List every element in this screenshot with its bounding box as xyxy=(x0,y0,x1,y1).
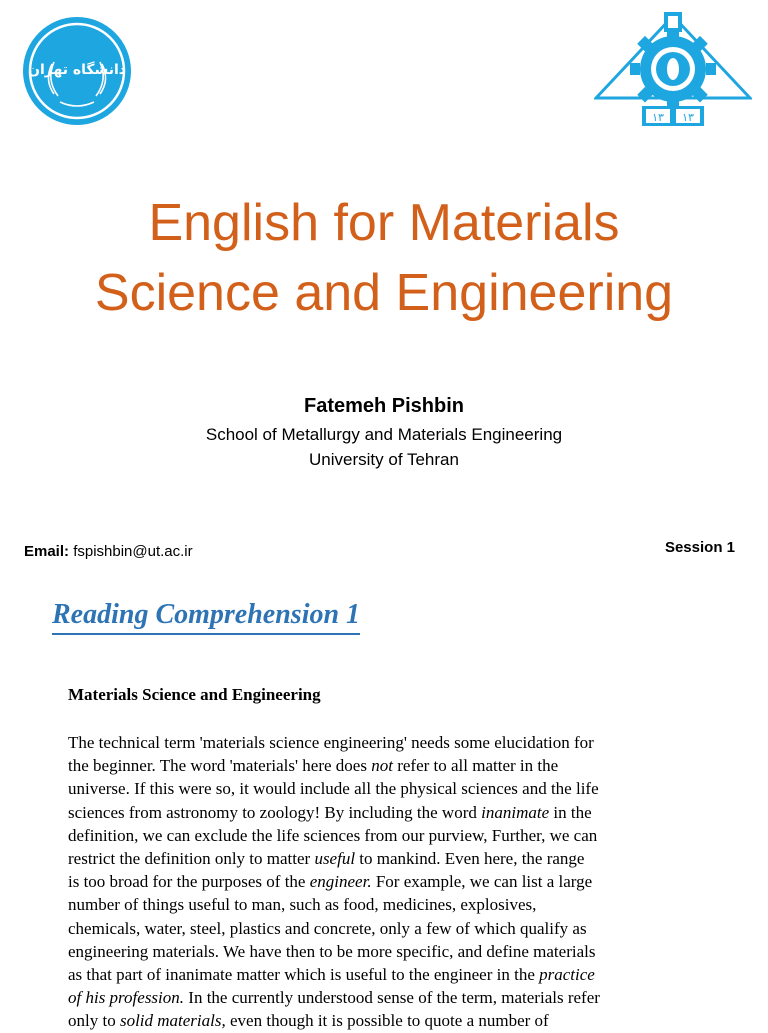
article-line xyxy=(68,963,678,986)
article-line xyxy=(68,824,678,847)
university-of-tehran-seal-logo xyxy=(22,16,132,126)
article-text: For example, we can list a large xyxy=(371,872,593,892)
title-line-1: English for Materials xyxy=(148,194,620,252)
email-line xyxy=(24,541,193,563)
article-body xyxy=(68,731,678,1033)
article-emphasis: solid materials, xyxy=(119,1011,226,1031)
article-line xyxy=(68,777,678,800)
article-emphasis: not xyxy=(371,756,393,776)
email-label: Email: xyxy=(24,543,70,560)
article-text: is too broad for the purposes of the xyxy=(68,872,310,892)
article-text: even though it is possible to quote a number of xyxy=(225,1011,549,1031)
emblem-year-right: ۱۳ xyxy=(682,111,694,124)
article-text: engineering materials. We have then to be more specific, and define materials xyxy=(68,941,596,961)
author-name: Fatemeh Pishbin xyxy=(303,395,465,417)
article-emphasis: engineer. xyxy=(309,872,372,892)
document-title xyxy=(0,188,768,328)
article-line xyxy=(68,801,678,824)
school-gear-emblem-logo xyxy=(594,10,752,128)
article-line xyxy=(68,1009,678,1032)
title-line-2: Science and Engineering xyxy=(94,264,674,322)
article-text: number of things useful to man, such as food, medicines, explosives, xyxy=(68,895,537,915)
article-line xyxy=(68,754,678,777)
article-emphasis: useful xyxy=(314,849,356,869)
article-line xyxy=(68,847,678,870)
article-line xyxy=(68,917,678,940)
article-emphasis: inanimate xyxy=(481,802,550,822)
article-emphasis: of his profession. xyxy=(68,988,185,1008)
article-text: refer to all matter in the xyxy=(392,756,559,776)
article-text: chemicals, water, steel, plastics and concrete, only a few of which qualify as xyxy=(68,918,587,938)
email-address[interactable]: fspishbin@ut.ac.ir xyxy=(73,543,193,560)
article-line xyxy=(68,731,678,754)
article-text: in the xyxy=(549,802,592,822)
section-heading[interactable]: Reading Comprehension 1 xyxy=(52,598,360,635)
article-text: restrict the definition only to matter xyxy=(68,849,315,869)
article-line xyxy=(68,870,678,893)
article-text: as that part of inanimate matter which is useful to the engineer in the xyxy=(68,965,540,985)
article-text: The technical term 'materials science engineering' needs some elucidation for xyxy=(68,733,594,752)
article-text: definition, we can exclude the life sciences from our purview, Further, we can xyxy=(68,825,598,845)
article-text: the beginner. The word 'materials' here does xyxy=(68,756,372,776)
article-text: only to xyxy=(68,1011,120,1031)
article-title: Materials Science and Engineering xyxy=(68,685,321,704)
affiliation-school: School of Metallurgy and Materials Engineering xyxy=(205,425,563,444)
article-line xyxy=(68,893,678,916)
article-line xyxy=(68,986,678,1009)
emblem-year-left: ۱۳ xyxy=(652,111,664,124)
article-line xyxy=(68,940,678,963)
article-text: universe. If this were so, it would include all the physical sciences and the life xyxy=(68,779,599,799)
seal-lettering: دانشگاه تهران xyxy=(28,62,126,78)
session-label: Session 1 xyxy=(664,539,735,556)
article-text: In the currently understood sense of the term, materials refer xyxy=(184,988,600,1008)
affiliation xyxy=(0,422,768,472)
article-emphasis: practice xyxy=(539,965,595,985)
article-text: to mankind. Even here, the range xyxy=(355,849,585,869)
article-text: sciences from astronomy to zoology! By including the word xyxy=(68,802,482,822)
affiliation-university: University of Tehran xyxy=(309,450,459,469)
